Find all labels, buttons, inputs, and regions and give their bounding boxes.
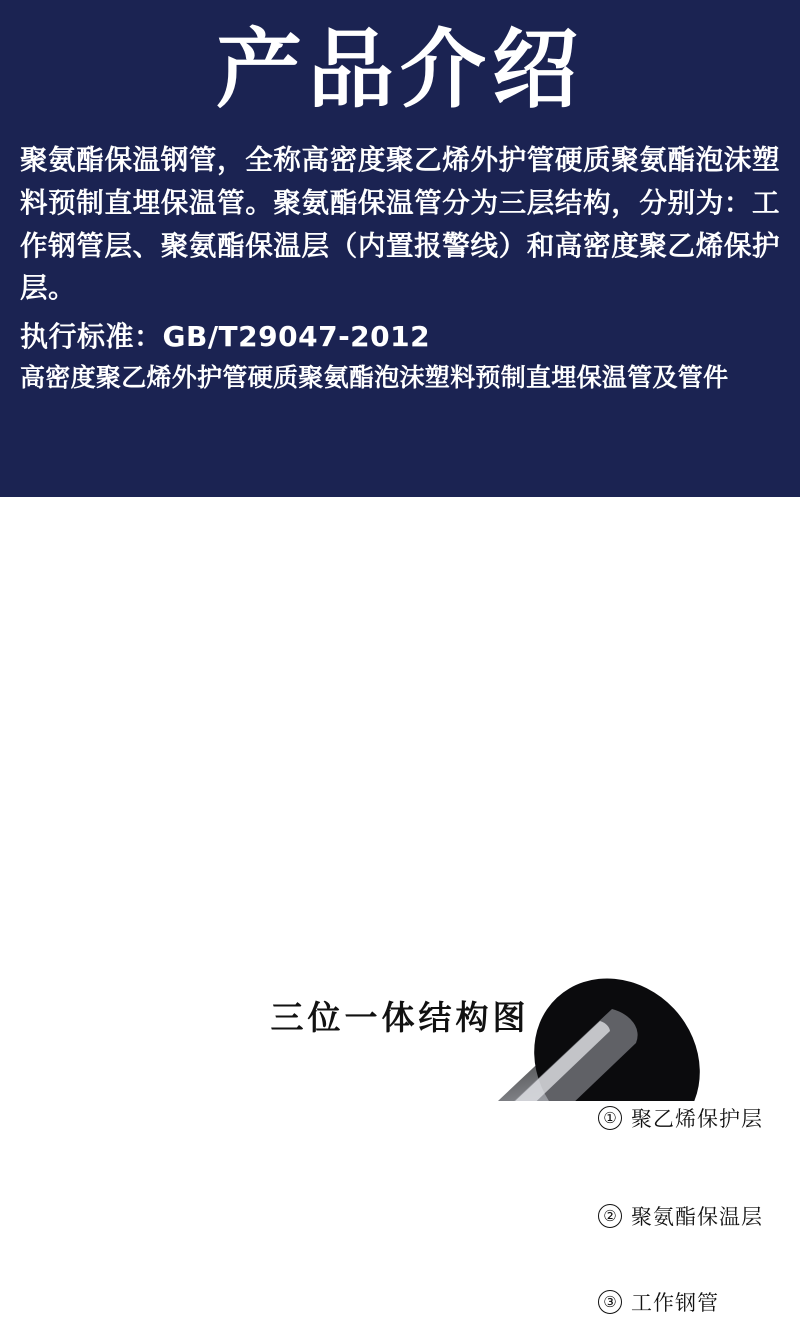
callout-3-number: ③ <box>598 1290 622 1314</box>
callout-2-number: ② <box>598 1204 622 1228</box>
callout-3-label: 工作钢管 <box>631 1291 719 1315</box>
figure-caption: 三位一体结构图 <box>270 998 530 1037</box>
page-title: 产品介绍 <box>216 20 584 120</box>
standard-subtitle: 高密度聚乙烯外护管硬质聚氨酯泡沫塑料预制直埋保温管及管件 <box>20 362 729 392</box>
callout-1-number: ① <box>598 1106 622 1130</box>
callout-3 <box>598 1287 719 1317</box>
callout-2 <box>598 1201 763 1231</box>
callout-1 <box>598 1103 763 1133</box>
standard-line: 执行标准：GB/T29047-2012 <box>20 319 431 353</box>
callout-1-label: 聚乙烯保护层 <box>631 1107 763 1131</box>
callout-2-label: 聚氨酯保温层 <box>631 1205 763 1229</box>
intro-paragraph: 聚氨酯保温钢管，全称高密度聚乙烯外护管硬质聚氨酯泡沫塑料预制直埋保温管。聚氨酯保温管分为三层结构，分别为：工作钢管层、聚氨酯保温层（内置报警线）和高密度聚乙烯保护层。 <box>20 144 780 305</box>
intro-banner <box>0 0 800 497</box>
structure-figure <box>0 497 800 1315</box>
